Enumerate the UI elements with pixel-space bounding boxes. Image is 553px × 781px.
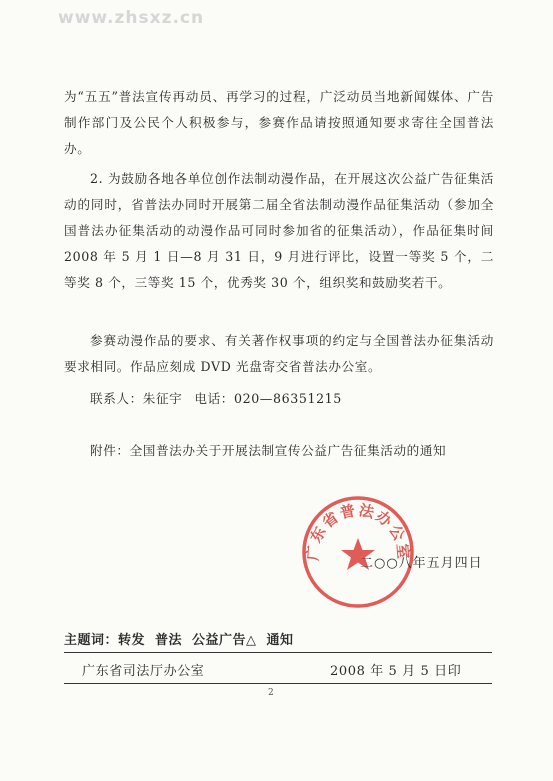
subject-terms [64,629,294,648]
subject-term: 普法 [155,633,183,648]
issuing-office: 广东省司法厅办公室 [82,664,205,679]
faint-scan-mark [92,50,142,70]
subject-term: 通知 [266,633,294,648]
phone-label: 电话： [194,391,234,406]
page-number: 2 [268,688,275,698]
contact-name: 朱征宇 [142,391,183,406]
subject-term: 公益广告△ [192,633,257,648]
footer-rule-top [64,652,492,653]
paragraph-2: 2. 为鼓励各地各单位创作法制动漫作品，在开展这次公益广告征集活动的同时，省普法办同时开展第二届全省法制动漫作品征集活动（参加全国普法办征集活动的动漫作品可同时参加省的征集活动），作品征集时间 2008 年 5 月 1 日—8 月 31 日，9 月进行评比，设置一等奖 5 个，二等奖 8 个，三等奖 15 个，优秀奖 30 个，组织奖和鼓励奖若干。 [64,171,494,290]
issue-date: 二○○八年五月四日 [360,556,483,571]
watermark: www.zhsxz.cn [58,8,205,28]
paragraph-3: 参赛动漫作品的要求、有关著作权事项的约定与全国普法办征集活动要求相同。作品应刻成 DVD 光盘寄交省普法办公室。 [64,333,494,374]
paragraph-1: 为“五五”普法宣传再动员、再学习的过程，广泛动员当地新闻媒体、广告制作部门及公民个人积极参与，参赛作品请按照通知要求寄往全国普法办。 [64,89,494,156]
attachment-line: 附件：全国普法办关于开展法制宣传公益广告征集活动的通知 [90,443,447,458]
seal-text: 广东省普法办公室 [303,500,413,562]
subject-term: 转发 [118,633,146,648]
footer-rule-bottom [64,683,492,684]
print-date: 2008 年 5 月 5 日印 [330,664,462,679]
phone-number: 020—86351215 [233,391,342,406]
subject-label: 主题词： [64,633,119,648]
contact-line [90,388,342,407]
contact-label: 联系人： [90,391,143,406]
